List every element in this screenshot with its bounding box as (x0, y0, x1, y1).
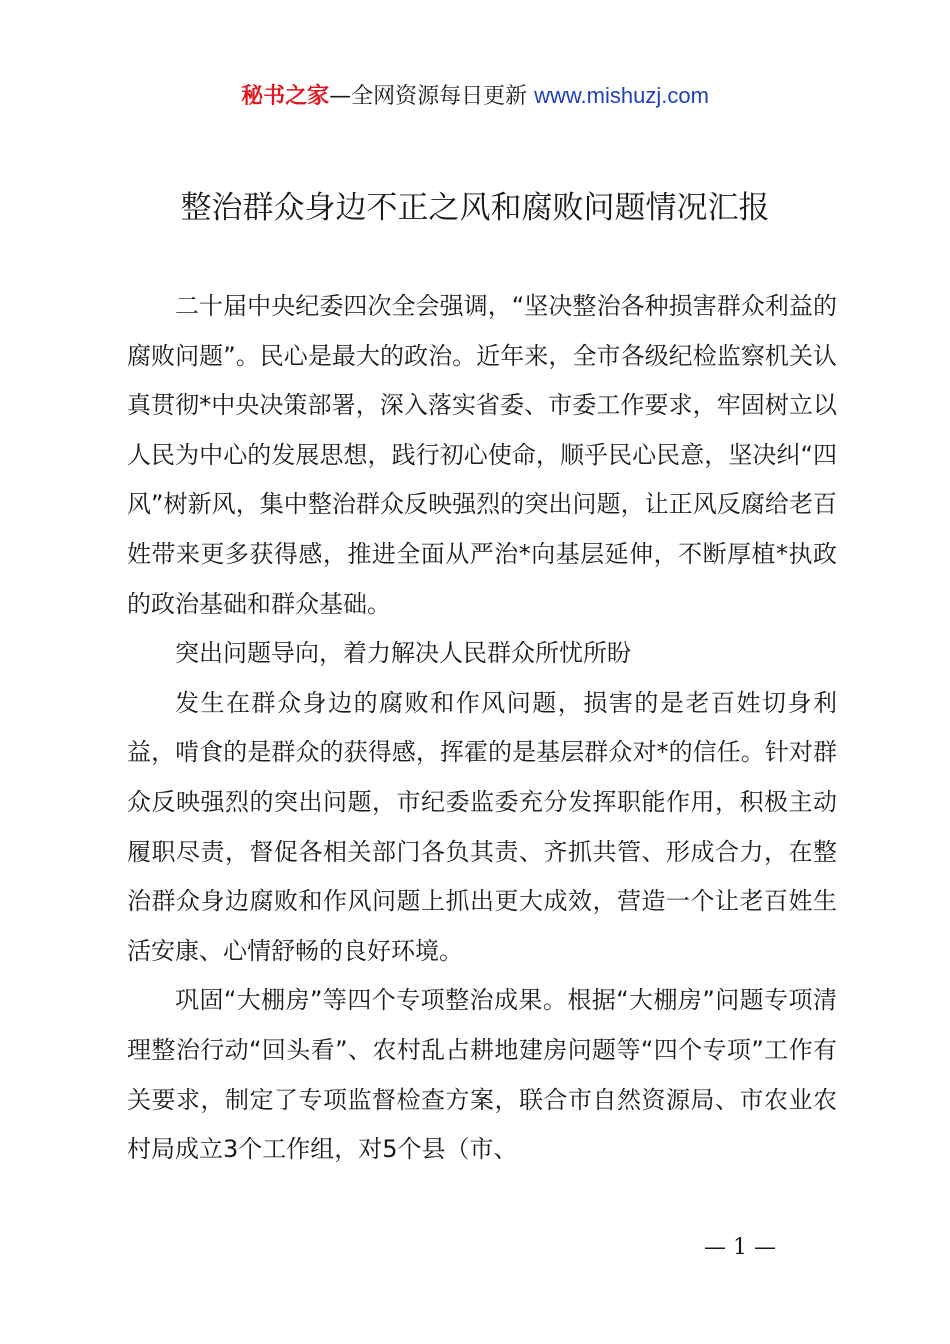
page-number: — 1 — (704, 1235, 776, 1260)
paragraph-problems: 发生在群众身边的腐败和作风问题，损害的是老百姓切身利益，啃食的是群众的获得感，挥霍的是基层群众对*的信任。针对群众反映强烈的突出问题，市纪委监委充分发挥职能作用，积极主动履职尽责，督促各相关部门各负其责、齐抓共管、形成合力，在整治群众身边腐败和作风问题上抓出更大成效，营造一个让老百姓生活安康、心情舒畅的良好环境。 (127, 688, 837, 965)
header-slogan: —全网资源每日更新 (329, 84, 528, 109)
section-heading: 突出问题导向，着力解决人民群众所忧所盼 (175, 639, 631, 668)
site-url-link[interactable]: www.mishuzj.com (534, 83, 709, 108)
document-body (127, 282, 837, 1175)
brand-name: 秘书之家 (241, 84, 330, 109)
paragraph-intro: 二十届中央纪委四次全会强调，“坚决整治各种损害群众利益的腐败问题”。民心是最大的政治。近年来，全市各级纪检监察机关认真贯彻*中央决策部署，深入落实省委、市委工作要求，牢固树立以人民为中心的发展思想，践行初心使命，顺乎民心民意，坚决纠“四风”树新风，集中整治群众反映强烈的突出问题，让正风反腐给老百姓带来更多获得感，推进全面从严治*向基层延伸，不断厚植*执政的政治基础和群众基础。 (127, 292, 837, 618)
site-header (0, 80, 950, 113)
document-title: 整治群众身边不正之风和腐败问题情况汇报 (180, 190, 770, 226)
paragraph-special-rectification: 巩固“大棚房”等四个专项整治成果。根据“大棚房”问题专项清理整治行动“回头看”、农村乱占耕地建房问题等“四个专项”工作有关要求，制定了专项监督检查方案，联合市自然资源局、市农业农村局成立3个工作组，对5个县（市、 (127, 986, 837, 1164)
